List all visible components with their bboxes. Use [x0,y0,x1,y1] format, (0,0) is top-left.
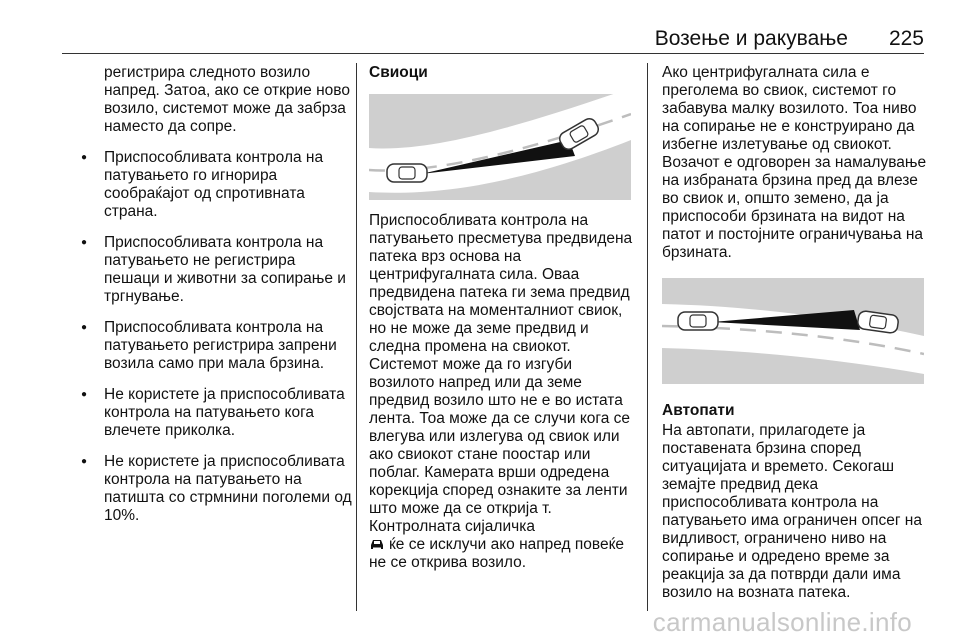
column-2 [369,64,633,572]
highways-paragraph: На автопати, прилагодете ја поставената брзина според ситуацијата и времето. Секогаш земајте предвид дека приспособливата контрола на патувањето има ограничен опсег на видливост, ограничено ниво на сопирање и одредено време за реакција за да потврди дали има возило на возната патека. [662,422,922,601]
curves-paragraph: Приспособливата контрола на патувањето пресметува предвидена патека врз основа на центрифугалната сила. Оваа предвидена патека ги зема предвид својствата на моменталниот свиок, но не може да земе предвид и следна промена на свиокот. Системот може да го изгуби возилото напред или да земе предвид возило што не е во истата лента. Тоа може да се случи кога се влегува или излегува од свиок или ако свиокот стане поостар или поблаг. Камерата врши одредена корекција според ознаките за ленти што може да се открија т. Контролната сијаличка ќе се исклучи ако напред повеќе не се открива возило. [369,212,633,571]
curve-illustration [369,94,631,200]
column-3 [662,64,928,602]
section-heading-curves: Свиоци [369,64,428,81]
column-1 [80,64,352,525]
curve-road-illustration [369,94,631,200]
own-car-icon [678,312,718,330]
list-item: ● Приспособливата контрола на патувањето регистрира запрени возила само при мала брзина. [80,319,352,373]
list-item: ● Приспособливата контрола на патувањето не регистрира пешаци и животни за сопирање и тргнување. [80,234,352,306]
highway-road-illustration [662,278,924,384]
watermark: carmanualsonline.info [652,607,912,637]
section-heading-highways: Автопати [662,402,735,419]
intro-paragraph: регистрира следното возило напред. Затоа, ако се открие ново возило, системот може да забрза наместо да сопре. [104,64,350,135]
header-rule [62,53,924,54]
page-header-title: Возење и ракување [654,27,848,50]
list-item: ● Не користете ја приспособливата контрола на патувањето кога влечете приколка. [80,386,352,440]
own-car-icon [387,164,427,182]
column-divider-right [647,63,648,611]
page-number: 225 [888,27,924,50]
list-item: ● Приспособливата контрола на патувањето го игнорира сообраќајот од спротивната страна. [80,149,352,221]
column-divider-left [356,63,357,611]
highway-illustration [662,278,924,384]
centrifugal-paragraph: Ако центрифугалната сила е преголема во свиок, системот го забавува малку возилото. Тоа ниво на сопирање не е конструирано да избегне излетување од свиокот. Возачот е одговорен за намалување на избраната брзина пред да влезе во свиок и, општо земено, да ја приспособи брзината на видот на патот и постојните ограничувања на брзината. [662,64,927,261]
car-indicator-icon [369,538,385,550]
list-item: ● Не користете ја приспособливата контрола на патувањето на патишта со стрмнини поголеми од 10%. [80,453,352,525]
limitations-list [80,149,352,525]
